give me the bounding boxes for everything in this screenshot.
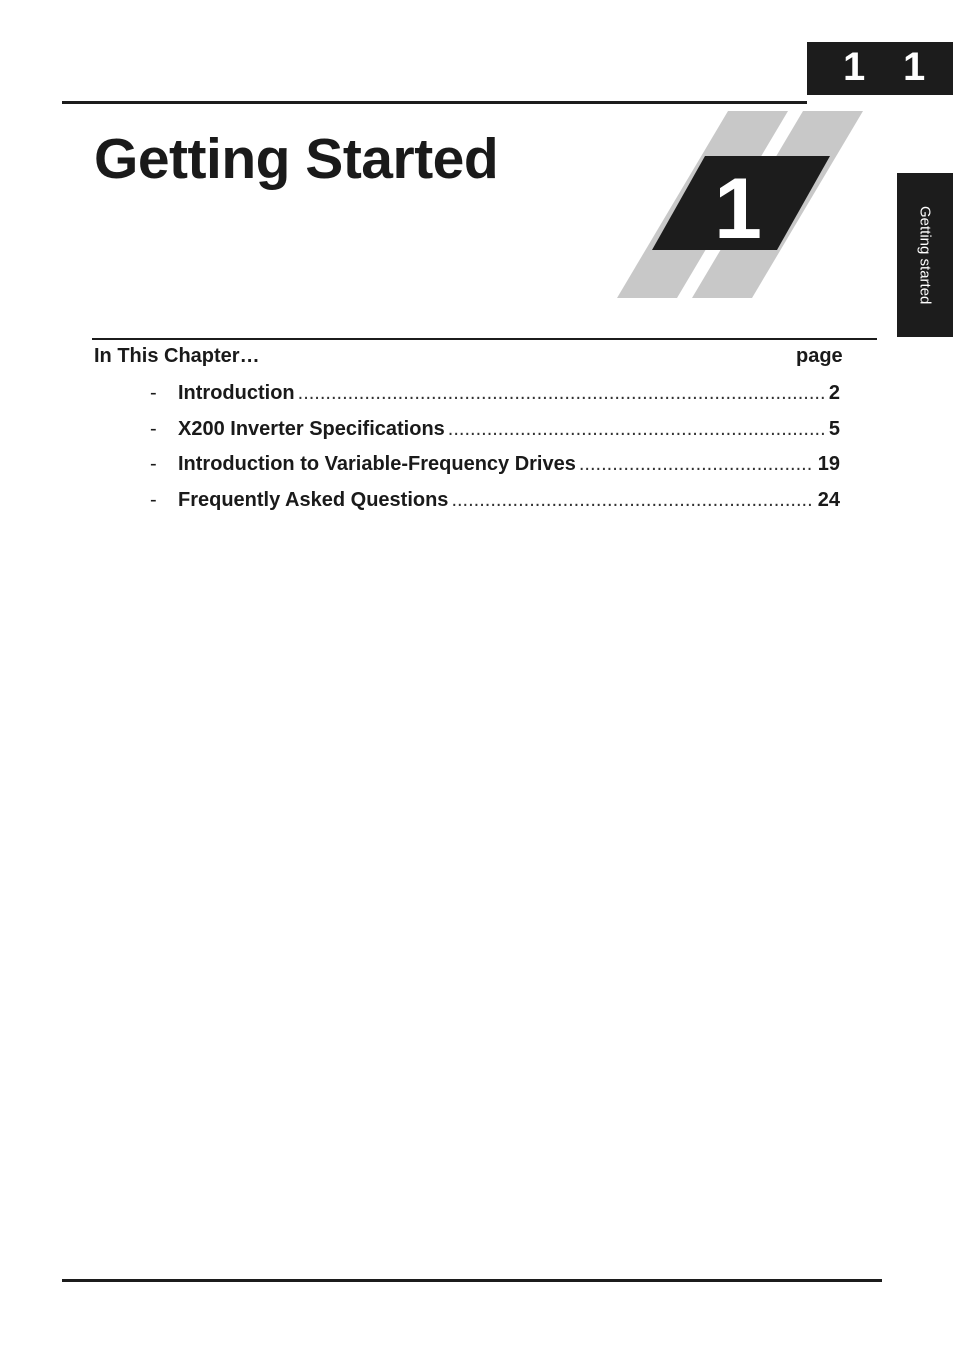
toc-entry[interactable] [150,418,840,454]
toc-page-label: page [796,345,843,367]
side-tab-label: Getting started [916,205,934,305]
chapter-side-tab [897,173,953,337]
chapter-number: 1 [714,161,762,257]
toc-entry[interactable] [150,382,840,418]
page-number-tab [807,42,953,95]
toc-leader-dots [448,418,825,441]
toc-dash: - [150,453,157,475]
toc-heading: In This Chapter… [94,345,260,367]
toc-dash: - [150,417,157,440]
toc-entry-page[interactable]: 5 [828,417,840,440]
toc-rule [92,338,877,340]
toc-dash: - [150,488,157,511]
chapter-number-emblem [610,108,870,303]
toc-entry-page[interactable]: 19 [817,453,840,475]
toc-leader-dots [298,382,825,405]
header-rule [62,101,807,104]
page-number-digit: 1 [903,45,926,89]
toc-dash: - [150,382,157,404]
toc-entry-label[interactable]: X200 Inverter Specifications [178,417,445,440]
page-number-digit: 1 [843,45,866,89]
toc-entry-label[interactable]: Introduction [178,382,295,404]
toc-entry-page[interactable]: 2 [828,382,840,404]
toc-entry-label[interactable]: Introduction to Variable-Frequency Drives [178,453,576,475]
toc-leader-dots [451,489,813,512]
toc-entry-page[interactable]: 24 [817,488,840,511]
toc-entry[interactable] [150,489,840,525]
toc-entry[interactable] [150,453,840,489]
toc-list [150,382,840,524]
footer-rule [62,1279,882,1282]
toc-entry-label[interactable]: Frequently Asked Questions [178,488,449,511]
toc-leader-dots [579,453,814,476]
chapter-title: Getting Started [94,127,499,191]
